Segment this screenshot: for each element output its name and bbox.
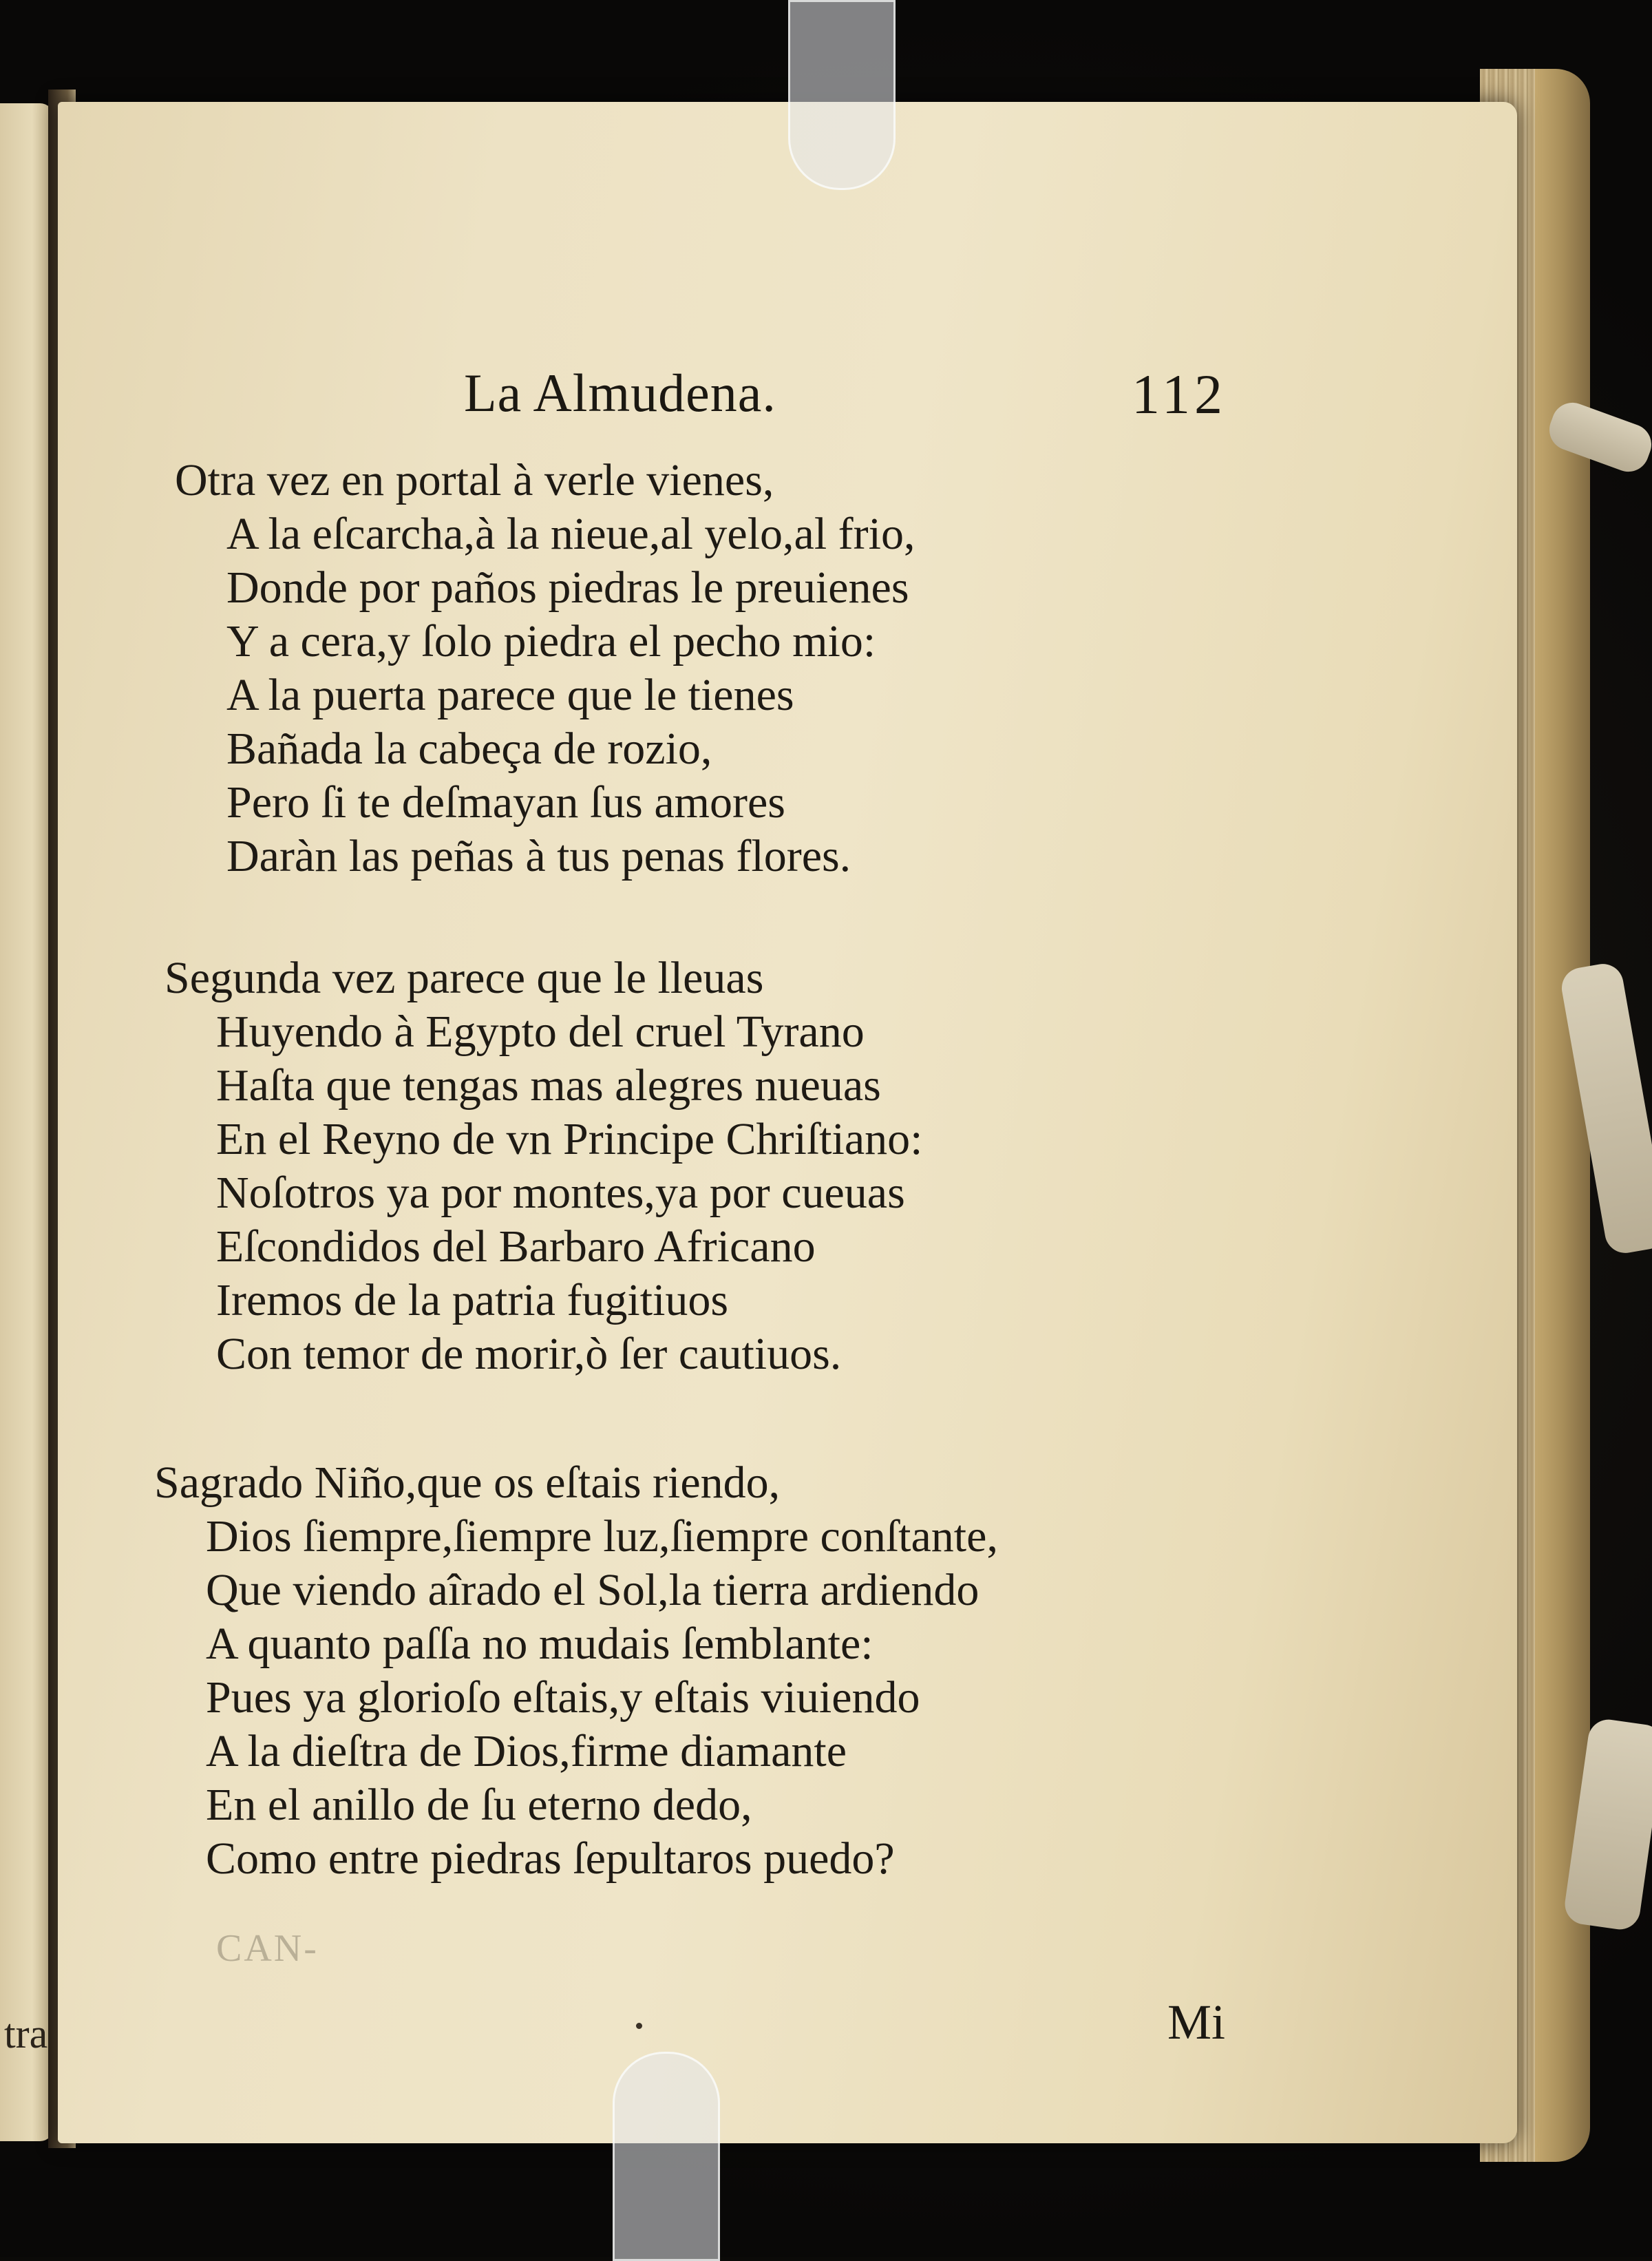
verse-line: A quanto paſſa no mudais ſemblante: (206, 1619, 873, 1669)
verse-line: Dios ſiempre,ſiempre luz,ſiempre conſtante, (206, 1511, 998, 1561)
verse-line: Pero ſi te deſmayan ſus amores (226, 777, 785, 828)
verse-line: Haſta que tengas mas alegres nueuas (216, 1060, 881, 1111)
left-facing-page (0, 103, 54, 2141)
verse-line: Con temor de morir,ò ſer cautiuos. (216, 1329, 842, 1379)
verse-line: En el Reyno de vn Principe Chriſtiano: (216, 1114, 923, 1164)
verse-line: Otra vez en portal à verle vienes, (175, 455, 774, 505)
verse-line: A la puerta parece que le tienes (226, 670, 794, 720)
catchword: Mi (1167, 1995, 1226, 2050)
verse-line: A la dieſtra de Dios,firme diamante (206, 1726, 847, 1776)
verse-line: Noſotros ya por montes,ya por cueuas (216, 1168, 905, 1218)
verse-line: Que viendo aîrado el Sol,la tierra ardiendo (206, 1565, 979, 1615)
verse-line: Eſcondidos del Barbaro Africano (216, 1221, 816, 1272)
verse-line: Donde por paños piedras le preuienes (226, 562, 909, 613)
verse-line: Iremos de la patria fugitiuos (216, 1275, 729, 1325)
left-page-fragment: tra (4, 2011, 48, 2057)
verse-line: Daràn las peñas à tus penas flores. (226, 831, 851, 881)
bleed-through-catchword: CAN- (216, 1927, 319, 1970)
verse-line: Sagrado Niño,que os eſtais riendo, (154, 1458, 781, 1508)
verse-line: Bañada la cabeça de rozio, (226, 724, 712, 774)
verse-line: A la eſcarcha,à la nieue,al yelo,al frio, (226, 509, 915, 559)
verse-line: Segunda vez parece que le lleuas (165, 953, 764, 1003)
verse-line: En el anillo de ſu eterno dedo, (206, 1780, 752, 1830)
running-head: La Almudena. (464, 363, 776, 423)
verse-line: Huyendo à Egypto del cruel Tyrano (216, 1007, 865, 1057)
book-page (58, 102, 1517, 2143)
page-number: 112 (1132, 363, 1227, 425)
verse-line: Como entre piedras ſepultaros puedo? (206, 1833, 895, 1884)
verse-line: Y a cera,y ſolo piedra el pecho mio: (226, 616, 876, 666)
bleed-through-text (1090, 364, 1297, 983)
page-clip-top (788, 0, 896, 190)
page-clip-bottom (613, 2052, 720, 2261)
verse-line: Pues ya glorioſo eſtais,y eſtais viuiendo (206, 1672, 920, 1723)
ink-speck (636, 2023, 642, 2029)
